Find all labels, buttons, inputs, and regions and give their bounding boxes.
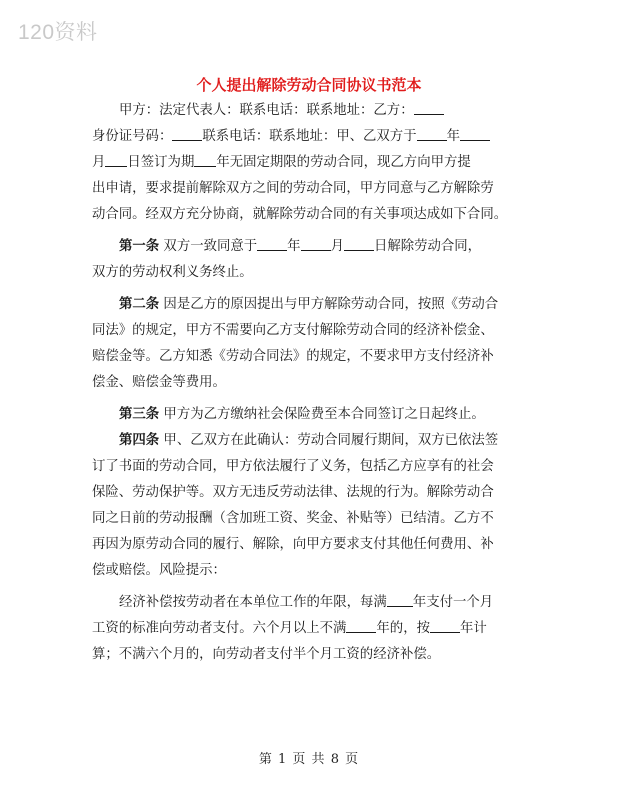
article-text: 同之日前的劳动报酬（含加班工资、奖金、补贴等）已结清。乙方不 xyxy=(92,511,494,526)
article-text: 月 xyxy=(330,239,344,254)
paragraph-text: 算；不满六个月的，向劳动者支付半个月工资的经济补偿。 xyxy=(92,647,441,662)
fill-blank[interactable] xyxy=(194,151,216,167)
fill-blank[interactable] xyxy=(387,591,413,607)
article-1 xyxy=(92,234,520,286)
intro-line-5: 动合同。经双方充分协商，就解除劳动合同的有关事项达成如下合同。 xyxy=(92,207,508,222)
fill-blank[interactable] xyxy=(257,235,287,251)
article-text: 赔偿金等。乙方知悉《劳动合同法》的规定，不要求甲方支付经济补 xyxy=(92,349,494,364)
article-label: 第三条 xyxy=(119,407,160,422)
intro-line-1: 甲方：法定代表人：联系电话：联系地址：乙方： xyxy=(119,103,414,118)
intro-line-4: 出申请，要求提前解除双方之间的劳动合同，甲方同意与乙方解除劳 xyxy=(92,181,494,196)
fill-blank[interactable] xyxy=(346,617,376,633)
article-label: 第四条 xyxy=(119,433,160,448)
intro-text: 月 xyxy=(92,155,106,170)
article-text: 偿或赔偿。风险提示： xyxy=(92,563,226,578)
fill-blank[interactable] xyxy=(414,99,444,115)
article-text: 日解除劳动合同， xyxy=(373,239,482,254)
intro-paragraph xyxy=(92,98,520,228)
fill-blank[interactable] xyxy=(460,125,490,141)
article-3 xyxy=(92,402,520,428)
article-text: 双方的劳动权利义务终止。 xyxy=(92,265,253,280)
article-text: 年 xyxy=(287,239,301,254)
article-text: 订了书面的劳动合同，甲方依法履行了义务，包括乙方应享有的社会 xyxy=(92,459,494,474)
intro-text: 日签订为期 xyxy=(127,155,195,170)
intro-text: 联系电话：联系地址：甲、乙双方于 xyxy=(202,129,417,144)
fill-blank[interactable] xyxy=(172,125,202,141)
article-text: 再因为原劳动合同的履行、解除，向甲方要求支付其他任何费用、补 xyxy=(92,537,494,552)
fill-blank[interactable] xyxy=(430,617,460,633)
paragraph-text: 年计 xyxy=(459,621,487,636)
paragraph-text: 经济补偿按劳动者在本单位工作的年限，每满 xyxy=(119,595,387,610)
intro-text: 身份证号码： xyxy=(92,129,173,144)
article-text: 甲、乙双方在此确认：劳动合同履行期间，双方已依法签 xyxy=(159,433,499,448)
article-text: 保险、劳动保护等。双方无违反劳动法律、法规的行为。解除劳动合 xyxy=(92,485,494,500)
watermark-logo: 120资料 xyxy=(18,21,98,44)
article-2 xyxy=(92,292,520,396)
article-text: 甲方为乙方缴纳社会保险费至本合同签订之日起终止。 xyxy=(159,407,485,422)
fill-blank[interactable] xyxy=(105,151,127,167)
article-text: 偿金、赔偿金等费用。 xyxy=(92,375,226,390)
paragraph-text: 工资的标准向劳动者支付。六个月以上不满 xyxy=(92,621,347,636)
article-label: 第二条 xyxy=(119,297,160,312)
article-text: 同法》的规定，甲方不需要向乙方支付解除劳动合同的经济补偿金、 xyxy=(92,323,494,338)
article-text: 因是乙方的原因提出与甲方解除劳动合同，按照《劳动合 xyxy=(159,297,499,312)
intro-text: 年无固定期限的劳动合同，现乙方向甲方提 xyxy=(216,155,471,170)
compensation-paragraph xyxy=(92,590,520,668)
paragraph-text: 年的，按 xyxy=(376,621,430,636)
article-label: 第一条 xyxy=(119,239,160,254)
intro-text: 年 xyxy=(446,129,460,144)
article-4 xyxy=(92,428,520,584)
fill-blank[interactable] xyxy=(417,125,447,141)
fill-blank[interactable] xyxy=(301,235,331,251)
fill-blank[interactable] xyxy=(344,235,374,251)
page-number-footer: 第 1 页 共 8 页 xyxy=(258,752,360,767)
article-text: 双方一致同意于 xyxy=(159,239,258,254)
document-title: 个人提出解除劳动合同协议书范本 xyxy=(196,76,422,94)
document-body xyxy=(92,98,520,668)
paragraph-text: 年支付一个月 xyxy=(412,595,494,610)
